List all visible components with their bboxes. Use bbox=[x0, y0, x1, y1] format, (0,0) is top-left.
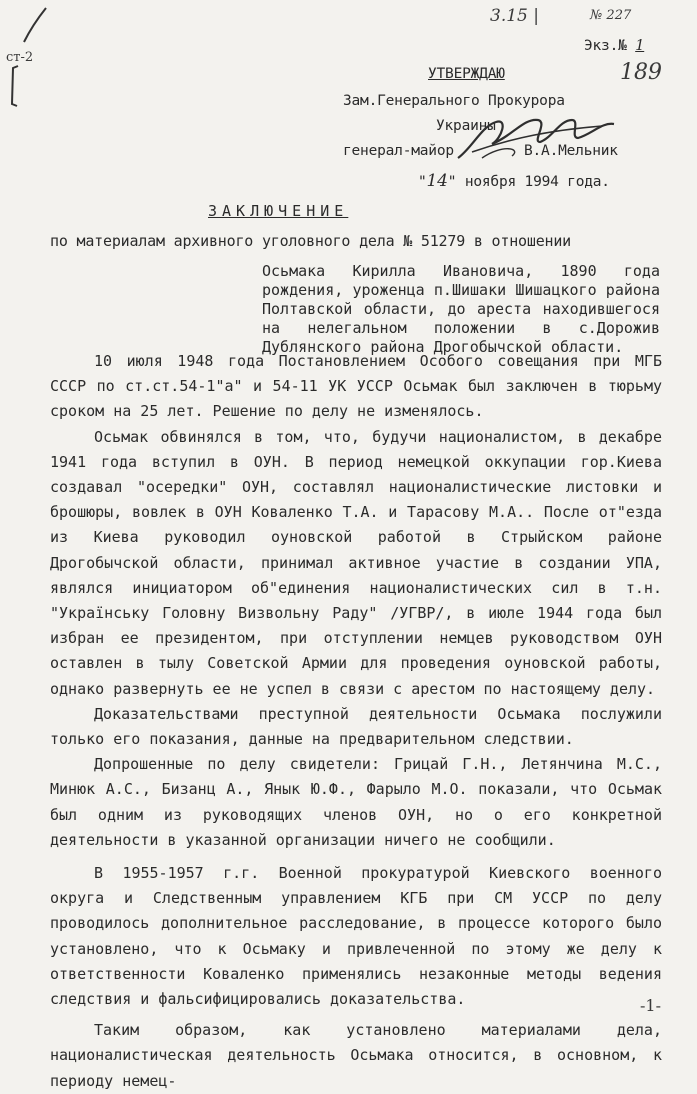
signature bbox=[452, 108, 622, 168]
paragraph-5: В 1955-1957 г.г. Военной прокуратурой Киевского военного округа и Следственным управлением КГБ при СМ УССР по делу проводилось дополнительное расследование, в процессе которого было установлено, что к Осьмаку и привлеченной по этому же делу к ответственности Коваленко применялись незаконные методы ведения следствия и фальсифицировались доказательства. bbox=[50, 864, 662, 1009]
approve-heading: УТВЕРЖДАЮ bbox=[428, 66, 505, 82]
document-subtitle: по материалам архивного уголовного дела № 51279 в отношении bbox=[50, 232, 572, 250]
page-number: -1- bbox=[640, 996, 661, 1015]
paragraph-3: Доказательствами преступной деятельности Осьмака послужили только его показания, данные на предварительном следствии. bbox=[50, 704, 662, 749]
left-margin-mark: ст-2 bbox=[6, 50, 34, 65]
date-day: 14 bbox=[426, 171, 448, 191]
body-text bbox=[50, 349, 662, 1094]
document-title: ЗАКЛЮЧЕНИЕ bbox=[208, 202, 349, 220]
paragraph-6: Таким образом, как установлено материалами дела, националистическая деятельность Осьмака относится, в основном, к периоду немец- bbox=[50, 1021, 662, 1090]
approver-name: В.А.Мельник bbox=[524, 143, 618, 159]
copy-number: 1 bbox=[635, 38, 645, 54]
handwritten-bracket-mark bbox=[8, 64, 22, 108]
approver-rank: генерал-майор bbox=[343, 143, 454, 159]
paragraph-1: 10 июля 1948 года Постановлением Особого совещания при МГБ СССР по ст.ст.54-1"а" и 54-11 УК УССР Осьмак был заключен в тюрьму сроком на 25 лет. Решение по делу не изменялось. bbox=[50, 352, 662, 421]
paragraph-4: Допрошенные по делу свидетели: Грицай Г.Н., Летянчина М.С., Минюк А.С., Бизанц А., Янык Ю.Ф., Фарыло М.О. показали, что Осьмак был одним из руководящих членов ОУН, но о его конкретной деятельности в указанной организации ничего не сообщили. bbox=[50, 755, 662, 849]
subject-block bbox=[262, 262, 660, 357]
sheet-number: 189 bbox=[620, 60, 662, 85]
archive-numbers: 3.15 | bbox=[490, 6, 539, 26]
subject-text: Осьмака Кирилла Ивановича, 1890 года рождения, уроженца п.Шишаки Шишацкого района Полтавской области, до ареста находившегося на нелегальном положении в с.Дорожив Дублянского района Дрогобычской области. bbox=[262, 262, 660, 356]
approver-position-line1: Зам.Генерального Прокурора bbox=[343, 93, 565, 109]
archive-number: № 227 bbox=[590, 8, 632, 23]
approval-date: "14" ноября 1994 года. bbox=[418, 171, 610, 191]
handwritten-slash-mark bbox=[20, 6, 50, 46]
paragraph-2: Осьмак обвинялся в том, что, будучи националистом, в декабре 1941 года вступил в ОУН. В период немецкой оккупации гор.Киева создавал "осередки" ОУН, составлял националистические листовки и брошюры, вовлек в ОУН Коваленко Т.А. и Тарасову М.А.. После от"езда из Киева руководил оуновской работой в Стрыйском районе Дрогобычской области, принимал активное участие в создании УПА, являлся инициатором об"единения националистических сил в т.н. "Українську Головну Визвольну Раду" /УГВР/, в июле 1944 года был избран ее президентом, при отступлении немцев руководством ОУН оставлен в тылу Советской Армии для проведения оуновской работы, однако развернуть ее не успел в связи с арестом по настоящему делу. bbox=[50, 427, 662, 698]
copy-label: Экз.№ 1 bbox=[584, 38, 645, 54]
approver-position-line2: Украины bbox=[436, 118, 496, 134]
